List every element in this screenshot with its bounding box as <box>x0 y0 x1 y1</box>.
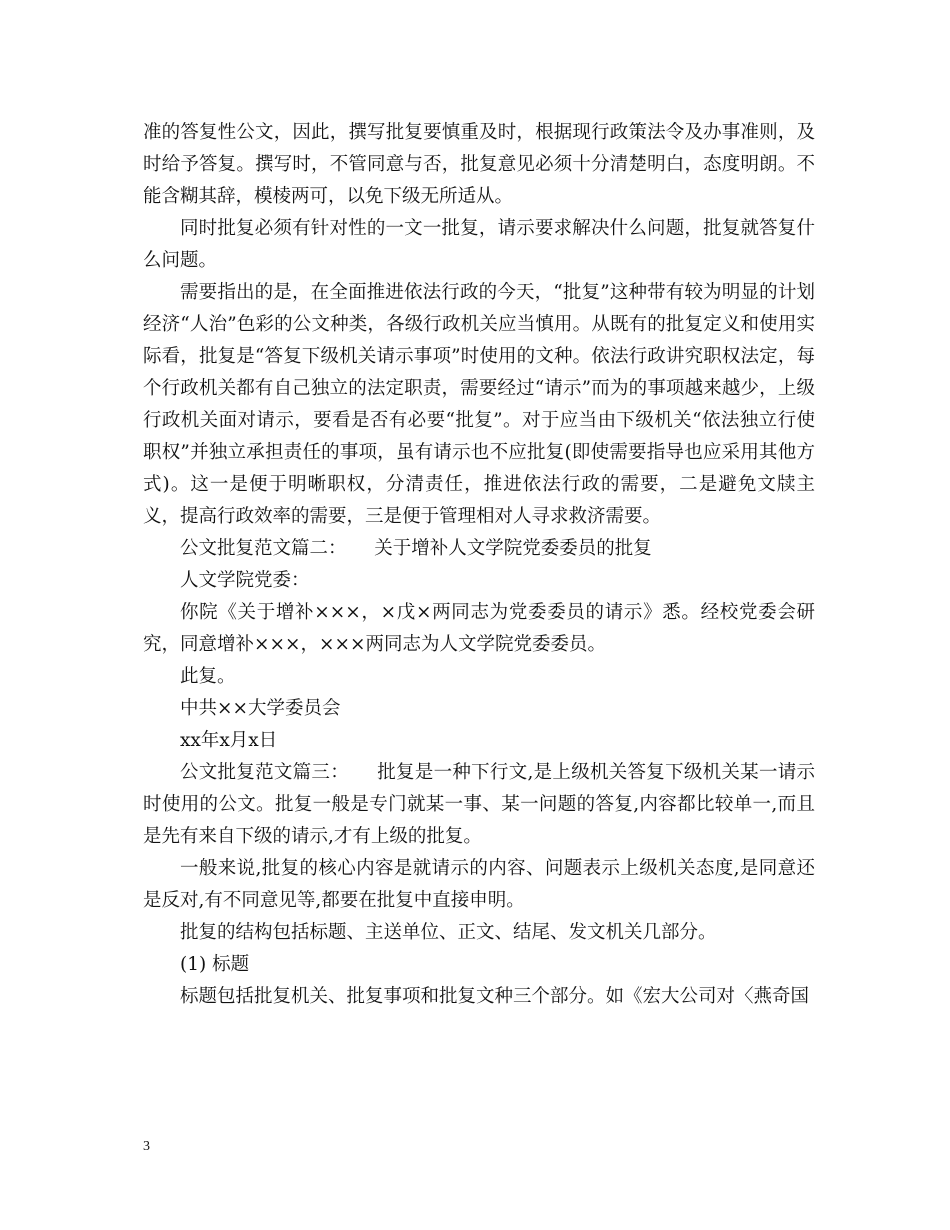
section-heading: 公文批复范文篇三： 批复是一种下行文,是上级机关答复下级机关某一请示时使用的公文。批复一般是专门就某一事、某一问题的答复,内容都比较单一,而且是先有来自下级的请示,才有上级的批复。 <box>143 762 815 847</box>
body-text <box>143 117 815 1013</box>
issuer: 中共××大学委员会 <box>180 698 341 719</box>
paragraph: 同时批复必须有针对性的一文一批复，请示要求解决什么问题，批复就答复什么问题。 <box>143 218 815 271</box>
paragraph: 批复的结构包括标题、主送单位、正文、结尾、发文机关几部分。 <box>180 922 717 943</box>
paragraph-continuation: 准的答复性公文，因此，撰写批复要慎重及时，根据现行政策法令及办事准则，及时给予答复。撰写时，不管同意与否，批复意见必须十分清楚明白，态度明朗。不能含糊其辞，模棱两可，以免下级无所适从。 <box>143 122 815 207</box>
addressee: 人文学院党委： <box>180 570 310 591</box>
paragraph: 标题包括批复机关、批复事项和批复文种三个部分。如《宏大公司对〈燕奇国 <box>180 986 810 1007</box>
closing: 此复。 <box>180 666 236 687</box>
paragraph: 需要指出的是，在全面推进依法行政的今天，“批复”这种带有较为明显的计划经济“人治”色彩的公文种类，各级行政机关应当慎用。从既有的批复定义和使用实际看，批复是“答复下级机关请示事项”时使用的文种。依法行政讲究职权法定，每个行政机关都有自己独立的法定职责，需要经过“请示”而为的事项越来越少，上级行政机关面对请示，要看是否有必要“批复”。对于应当由下级机关“依法独立行使职权”并独立承担责任的事项，虽有请示也不应批复(即使需要指导也应采用其他方式)。这一是便于明晰职权，分清责任，推进依法行政的需要，二是避免文牍主义，提高行政效率的需要，三是便于管理相对人寻求救济需要。 <box>143 282 815 527</box>
list-item-heading: (1) 标题 <box>180 954 250 975</box>
paragraph: 你院《关于增补×××，×戊×两同志为党委委员的请示》悉。经校党委会研究，同意增补×××，×××两同志为人文学院党委委员。 <box>143 602 815 655</box>
section-heading: 公文批复范文篇二： 关于增补人文学院党委委员的批复 <box>180 538 652 559</box>
paragraph: 一般来说,批复的核心内容是就请示的内容、问题表示上级机关态度,是同意还是反对,有不同意见等,都要在批复中直接申明。 <box>143 858 815 911</box>
page-number: 3 <box>143 1139 150 1154</box>
date: xx年x月x日 <box>180 730 278 751</box>
